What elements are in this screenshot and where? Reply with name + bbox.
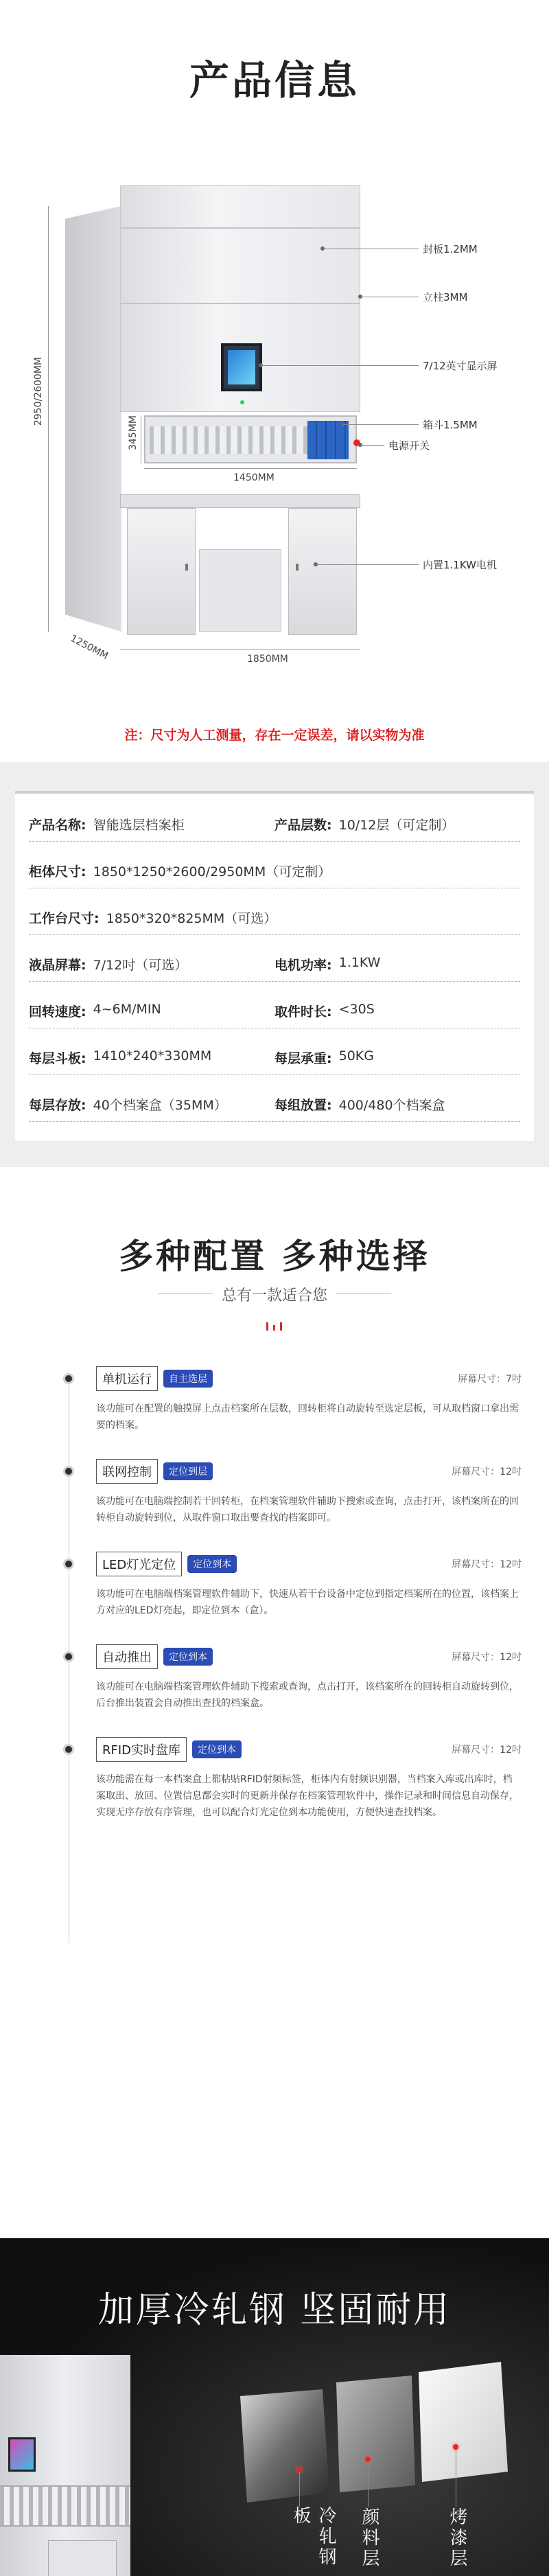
layer-label: 烤漆层 bbox=[447, 2507, 467, 2569]
feature-name: 单机运行 bbox=[96, 1366, 158, 1391]
feature-screen-size: 屏幕尺寸：12吋 bbox=[452, 1652, 522, 1663]
feature-name: 联网控制 bbox=[96, 1459, 158, 1484]
feature-tag: 自主选层 bbox=[163, 1370, 213, 1388]
spec-row: 工作台尺寸: 1850*320*825MM（可选） bbox=[29, 901, 520, 935]
tray-height-dimension: 345MM bbox=[128, 415, 139, 450]
timeline-bullet-icon bbox=[63, 1744, 74, 1755]
timeline-bullet-icon bbox=[63, 1373, 74, 1384]
timeline-bullet-icon bbox=[63, 1559, 74, 1569]
file-tray-image bbox=[144, 415, 357, 463]
callout-tray: 箱斗1.5MM bbox=[423, 419, 478, 431]
cabinet-side-panel bbox=[65, 206, 121, 632]
measurement-note: 注：尺寸为人工测量，存在一定误差，请以实物为准 bbox=[124, 728, 425, 743]
height-dimension: 2950/2600MM bbox=[33, 357, 44, 426]
config-section bbox=[0, 1167, 549, 2238]
spec-row: 柜体尺寸: 1850*1250*2600/2950MM（可定制） bbox=[29, 854, 520, 888]
worktable bbox=[120, 494, 360, 508]
left-cabinet bbox=[127, 508, 196, 635]
config-title: 多种配置 多种选择 bbox=[119, 1237, 430, 1276]
steel-section bbox=[0, 2238, 549, 2576]
timeline-bullet-icon bbox=[63, 1651, 74, 1662]
timeline-bullet-icon bbox=[63, 1466, 74, 1477]
callout-screen: 7/12英寸显示屏 bbox=[423, 360, 498, 372]
feature-description: 该功能需在每一本档案盒上都粘贴RFID射频标签，柜体内有射频识别器，当档案入库或出库时，档案取出、放回、位置信息都会实时的更新并保存在档案管理软件中，操作记录和时间信息自动保存，实现无序存放有序管理，也可以配合灯光定位到本功能使用，方便快速查找档案。 bbox=[96, 1774, 519, 1818]
callout-column: 立柱3MM bbox=[423, 291, 468, 303]
callout-panel: 封板1.2MM bbox=[423, 243, 478, 255]
cabinet-closeup-image bbox=[0, 2355, 130, 2576]
feature-tag: 定位到本 bbox=[163, 1648, 213, 1666]
config-subtitle: 总有一款适合您 bbox=[0, 1284, 549, 1305]
status-light bbox=[240, 400, 244, 404]
feature-screen-size: 屏幕尺寸：12吋 bbox=[452, 1559, 522, 1570]
feature-tag: 定位到本 bbox=[187, 1555, 237, 1573]
feature-screen-size: 屏幕尺寸：7吋 bbox=[458, 1374, 522, 1385]
steel-plate-image bbox=[226, 2355, 522, 2506]
feature-description: 该功能可在电脑端控制若干回转柜，在档案管理软件辅助下搜索或查询，点击打开，该档案所在的回转柜自动旋转到位，从取件窗口取出要查找的档案即可。 bbox=[96, 1496, 519, 1523]
center-recess bbox=[199, 549, 281, 632]
width-dimension: 1850MM bbox=[247, 654, 288, 665]
spec-row: 每层存放: 40个档案盒（35MM） 每组放置: 400/480个档案盒 bbox=[29, 1088, 520, 1122]
depth-dimension: 1250MM bbox=[68, 632, 110, 663]
spec-table bbox=[15, 791, 534, 1141]
feature-description: 该功能可在电脑端档案管理软件辅助下搜索或查询，点击打开，该档案所在的回转柜自动旋转到位，后台推出装置会自动推出查找的档案盒。 bbox=[96, 1681, 519, 1709]
spec-row: 产品名称: 智能选层档案柜 产品层数: 10/12层（可定制） bbox=[29, 807, 520, 842]
feature-name: 自动推出 bbox=[96, 1644, 158, 1669]
layer-marker-icon bbox=[365, 2457, 371, 2462]
product-info-title: 产品信息 bbox=[189, 57, 360, 104]
feature-tag: 定位到层 bbox=[163, 1462, 213, 1480]
steel-title: 加厚冷轧钢 坚固耐用 bbox=[97, 2290, 452, 2331]
spec-section bbox=[0, 762, 549, 1167]
spec-row: 每层斗板: 1410*240*330MM 每层承重: 50KG bbox=[29, 1041, 520, 1075]
layer-label: 颜料层 bbox=[359, 2507, 379, 2569]
feature-description: 该功能可在配置的触摸屏上点击档案所在层数，回转柜将自动旋转至选定层板，可从取档窗口拿出需要的档案。 bbox=[96, 1403, 519, 1431]
callout-power: 电源开关 bbox=[388, 439, 430, 452]
touch-screen-image bbox=[221, 343, 262, 391]
layer-marker-icon bbox=[296, 2467, 302, 2472]
feature-name: RFID实时盘库 bbox=[96, 1737, 187, 1762]
layer-marker-icon bbox=[453, 2444, 458, 2450]
feature-name: LED灯光定位 bbox=[96, 1552, 182, 1576]
feature-screen-size: 屏幕尺寸：12吋 bbox=[452, 1745, 522, 1756]
tray-width-dimension: 1450MM bbox=[233, 472, 274, 483]
feature-description: 该功能可在电脑端档案管理软件辅助下，快速从若干台设备中定位到指定档案所在的位置，该档案上方对应的LED灯亮起，即定位到本（盒）。 bbox=[96, 1589, 519, 1616]
callout-motor: 内置1.1KW电机 bbox=[423, 559, 497, 571]
right-cabinet bbox=[288, 508, 357, 635]
spec-row: 液晶屏幕: 7/12吋（可选） 电机功率: 1.1KW bbox=[29, 947, 520, 982]
product-info-section bbox=[0, 0, 549, 762]
decorative-mark-icon bbox=[266, 1322, 283, 1331]
layer-label: 冷轧钢板 bbox=[290, 2506, 336, 2568]
spec-row: 回转速度: 4~6M/MIN 取件时长: <30S bbox=[29, 994, 520, 1028]
feature-tag: 定位到本 bbox=[192, 1740, 242, 1758]
feature-screen-size: 屏幕尺寸：12吋 bbox=[452, 1467, 522, 1477]
